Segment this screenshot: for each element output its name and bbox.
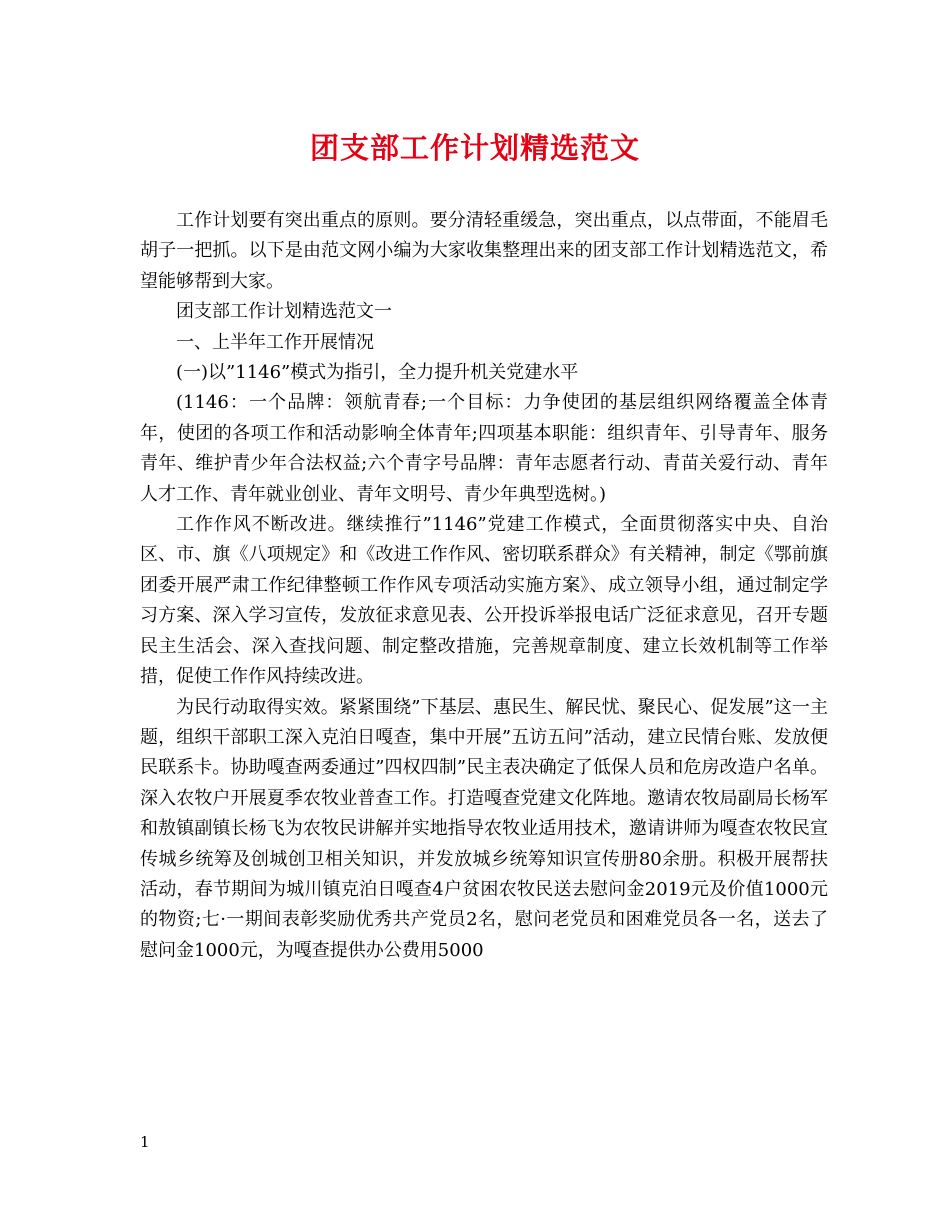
paragraph-intro: 工作计划要有突出重点的原则。要分清轻重缓急，突出重点，以点带面，不能眉毛胡子一把抓。以下是由范文网小编为大家收集整理出来的团支部工作计划精选范文，希望能够帮到大家。 [140,210,828,292]
paragraph-subheading: 一、上半年工作开展情况 [176,331,374,353]
document-body [140,206,828,966]
document-title: 团支部工作计划精选范文 [309,131,640,165]
paragraph-section-heading: 团支部工作计划精选范文一 [176,301,392,323]
paragraph-people-action: 为民行动取得实效。紧紧围绕”下基层、惠民生、解民忧、聚民心、促发展”这一主题，组织干部职工深入克泊日嘎查，集中开展”五访五问”活动，建立民情台账、发放便民联系卡。协助嘎查两委通过”四权四制”民主表决确定了低保人员和危房改造户名单。深入农牧户开展夏季农牧业普查工作。打造嘎查党建文化阵地。邀请农牧局副局长杨军和敖镇副镇长杨飞为农牧民讲解并实地指导农牧业适用技术，邀请讲师为嘎查农牧民宣传城乡统筹及创城创卫相关知识，并发放城乡统筹知识宣传册80余册。积极开展帮扶活动，春节期间为城川镇克泊日嘎查4户贫困农牧民送去慰问金2019元及价值1000元的物资;七·一期间表彰奖励优秀共产党员2名，慰问老党员和困难党员各一名，送去了慰问金1000元，为嘎查提供办公费用5000 [140,696,828,961]
page-number: 1 [140,1133,150,1151]
paragraph-item-heading: (一)以”1146”模式为指引，全力提升机关党建水平 [176,362,579,384]
paragraph-1146-explanation: (1146：一个品牌：领航青春;一个目标：力争使团的基层组织网络覆盖全体青年，使团的各项工作和活动影响全体青年;四项基本职能：组织青年、引导青年、服务青年、维护青少年合法权益;六个青字号品牌：青年志愿者行动、青苗关爱行动、青年人才工作、青年就业创业、青年文明号、青少年典型选树。) [140,392,828,505]
paragraph-work-style: 工作作风不断改进。继续推行”1146”党建工作模式，全面贯彻落实中央、自治区、市、旗《八项规定》和《改进工作作风、密切联系群众》有关精神，制定《鄂前旗团委开展严肃工作纪律整顿工作作风专项活动实施方案》、成立领导小组，通过制定学习方案、深入学习宣传，发放征求意见表、公开投诉举报电话广泛征求意见，召开专题民主生活会、深入查找问题、制定整改措施，完善规章制度、建立长效机制等工作举措，促使工作作风持续改进。 [140,514,828,688]
